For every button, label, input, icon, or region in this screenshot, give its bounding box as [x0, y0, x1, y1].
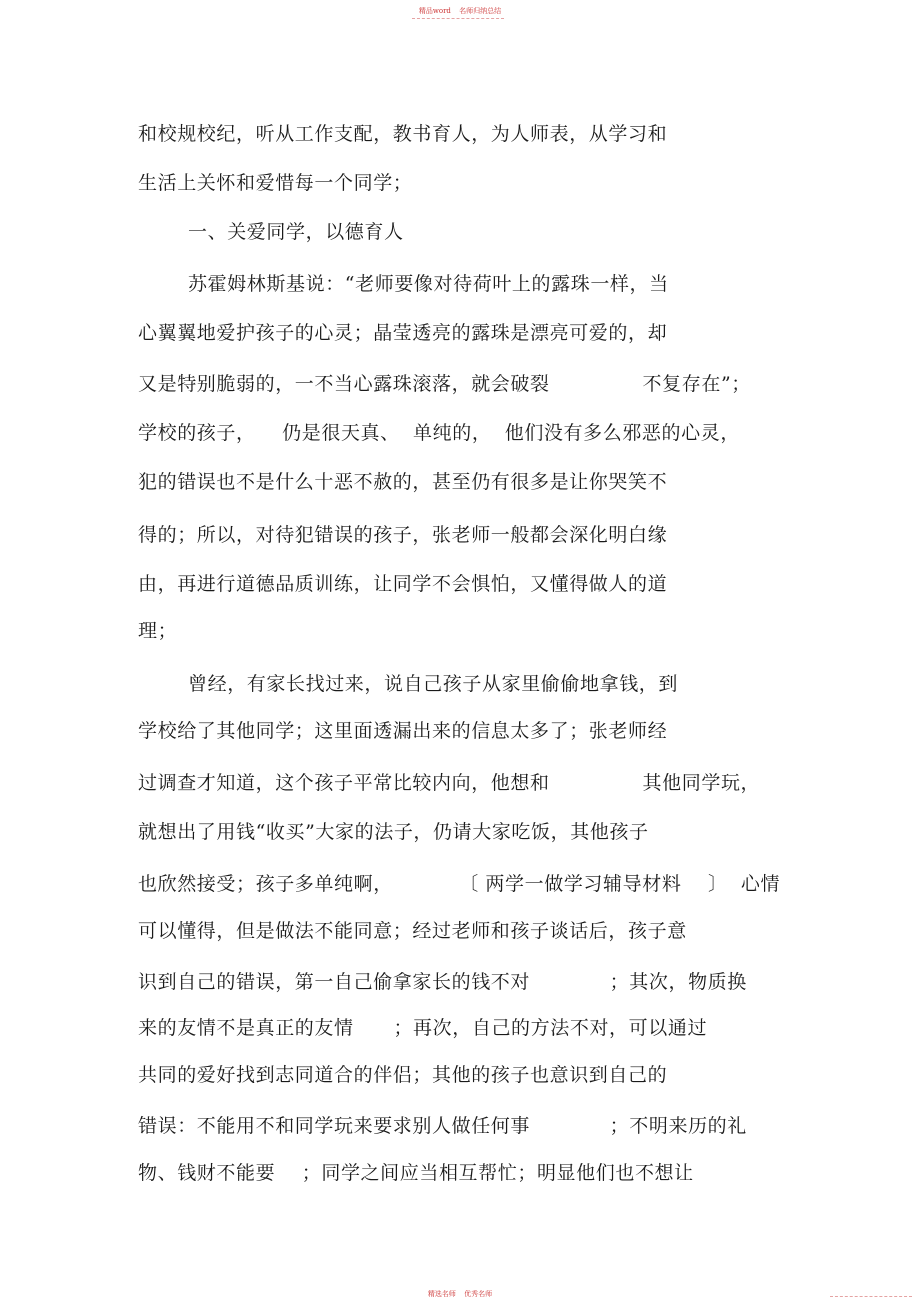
text-line: 错误：不能用不和同学玩来要求别人做任何事 ；不明来历的礼 [138, 1115, 747, 1137]
header-divider [412, 18, 504, 19]
section-heading: 一、关爱同学，以德育人 [188, 221, 404, 243]
text-line: 学校的孩子， 仍是很天真、 单纯的， 他们没有多么邪恶的心灵， [138, 422, 740, 444]
page-footer-watermark [0, 1289, 920, 1299]
footer-divider [830, 1296, 912, 1297]
text-line: 苏霍姆林斯基说：“老师要像对待荷叶上的露珠一样，当 [188, 273, 669, 295]
header-right-text: 名师归纳总结 [459, 7, 502, 15]
text-line: 学校给了其他同学；这里面透漏出来的信息太多了；张老师经 [138, 720, 668, 742]
text-line: 物、钱财不能要 ；同学之间应当相互帮忙；明显他们也不想让 [138, 1162, 694, 1184]
text-line: 和校规校纪，听从工作支配，教书育人，为人师表，从学习和 [138, 123, 668, 145]
text-line: 又是特别脆弱的，一不当心露珠滚落，就会破裂 不复存在”； [138, 373, 751, 395]
text-line: 心翼翼地爱护孩子的心灵；晶莹透亮的露珠是漂亮可爱的，却 [138, 322, 668, 344]
text-line: 来的友情不是真正的友情 ；再次，自己的方法不对，可以通过 [138, 1017, 708, 1039]
text-line: 曾经，有家长找过来，说自己孩子从家里偷偷地拿钱，到 [188, 673, 679, 695]
header-left-text: 精品word [418, 7, 451, 15]
text-line: 就想出了用钱“收买”大家的法子，仍请大家吃饭，其他孩子 [138, 821, 649, 843]
text-line: 识到自己的错误，第一自己偷拿家长的钱不对 ；其次，物质换 [138, 971, 747, 993]
text-line: 可以懂得，但是做法不能同意；经过老师和孩子谈话后，孩子意 [138, 920, 687, 942]
text-line: 理； [138, 620, 178, 642]
footer-right-text: 优秀名师 [464, 1290, 493, 1298]
footer-left-text: 精选名师 [427, 1290, 456, 1298]
text-line: 由，再进行道德品质训练，让同学不会惧怕，又懂得做人的道 [138, 573, 668, 595]
text-line: 生活上关怀和爱惜每一个同学； [138, 172, 413, 194]
page-header-watermark [0, 6, 920, 16]
text-line: 过调查才知道，这个孩子平常比较内向，他想和 其他同学玩， [138, 772, 761, 794]
text-line: 犯的错误也不是什么十恶不赦的，甚至仍有很多是让你哭笑不 [138, 471, 668, 493]
text-line: 也欣然接受；孩子多单纯啊， 〔 两学一做学习辅导材料 〕 心情 [138, 873, 781, 895]
text-line: 共同的爱好找到志同道合的伴侣；其他的孩子也意识到自己的 [138, 1064, 668, 1086]
text-line: 得的；所以，对待犯错误的孩子，张老师一般都会深化明白缘 [138, 524, 668, 546]
